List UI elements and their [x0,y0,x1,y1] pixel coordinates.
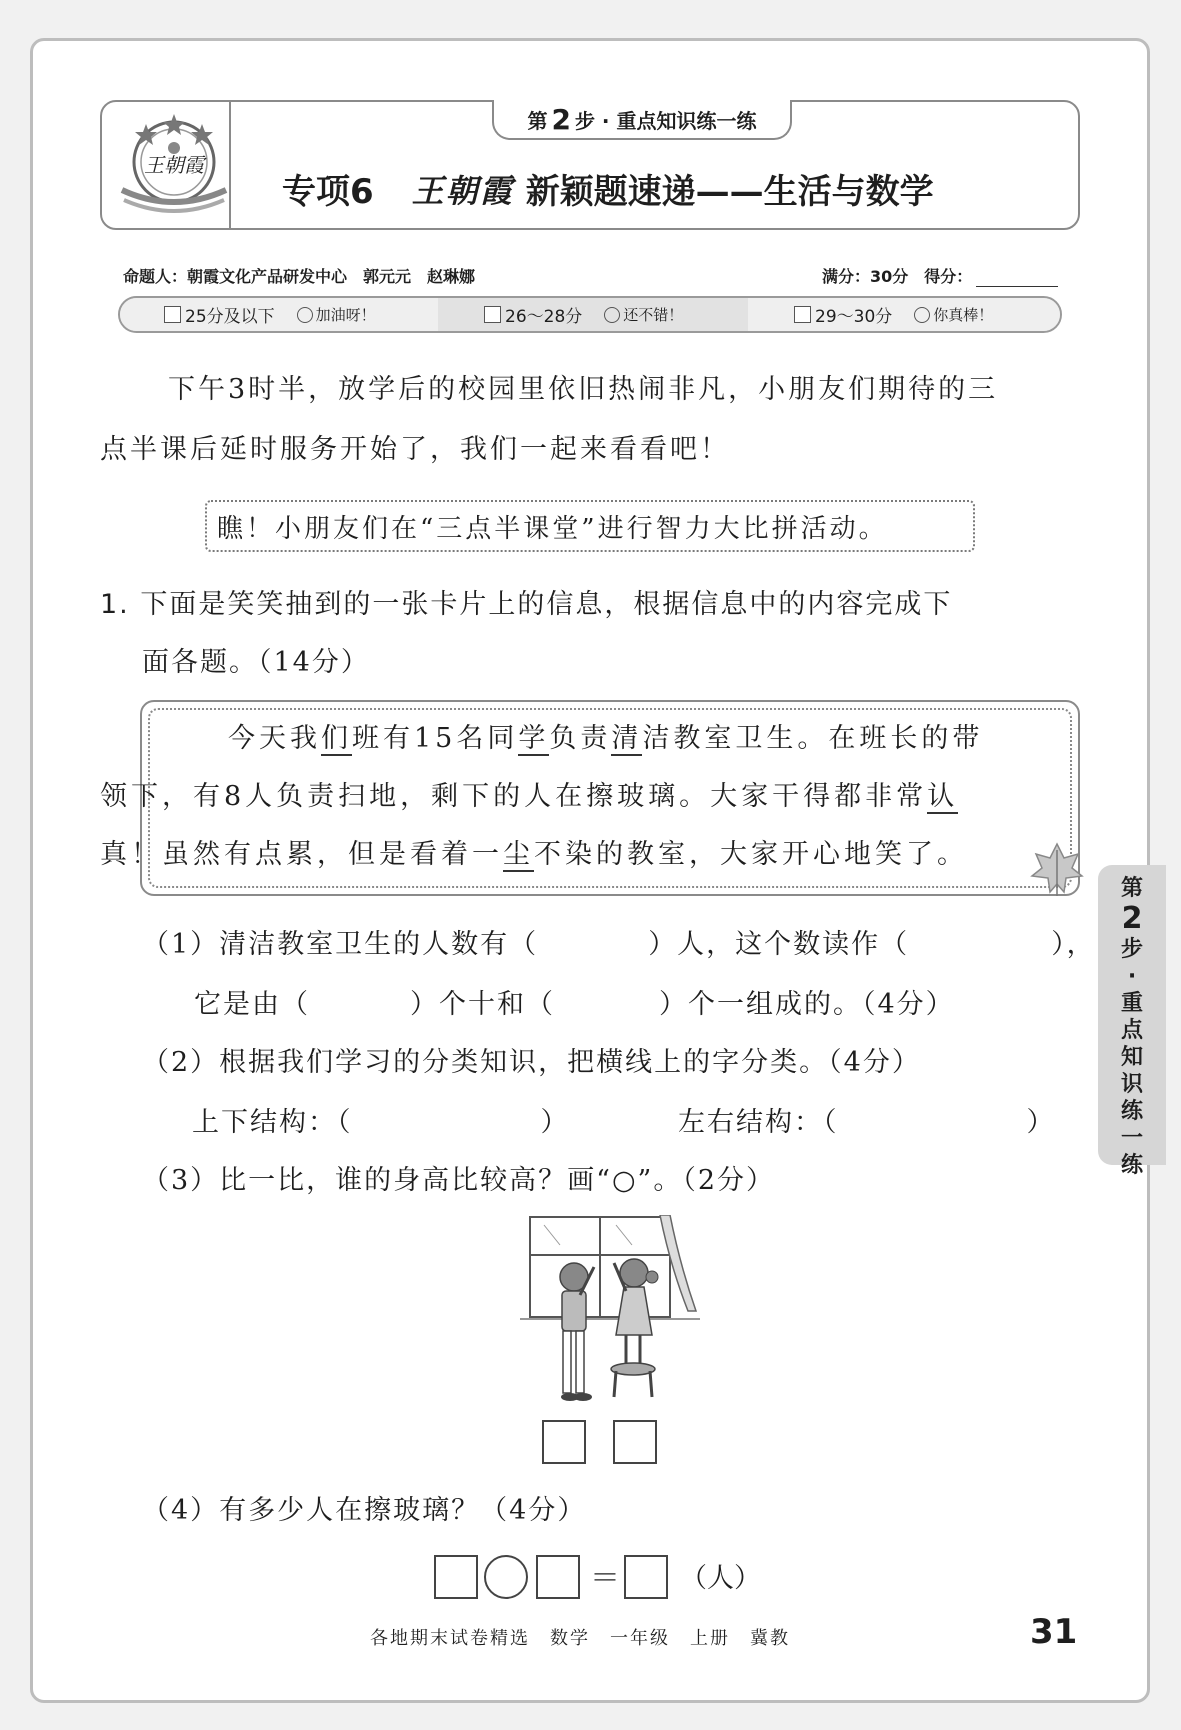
story-seg: 真！虽然有点累，但是看着一 [100,839,503,870]
story-text [100,710,1064,884]
header-box [100,100,1080,230]
sub-question-1-line-2 [194,982,955,1021]
checkbox[interactable] [794,306,811,323]
grade-range: 26～28分 [505,307,583,327]
underlined-char: 认 [927,781,959,812]
step-prefix: 第 [527,108,548,133]
smiley-icon [914,307,930,323]
equation-box-1[interactable] [434,1555,478,1599]
publisher-logo [116,110,232,220]
footer-text: 各地期末试卷精选 数学 一年级 上册 冀教 [370,1628,790,1649]
structure-close: ） [540,1107,570,1138]
sub-question-4: （4）有多少人在擦玻璃？（4分） [142,1495,587,1526]
title-main: 新颖题速递——生活与数学 [525,172,934,212]
score-line [822,264,1058,287]
structure-top-bottom [192,1100,570,1139]
title-brand: 王朝霞 [411,171,514,210]
height-answer-box-boy[interactable] [542,1420,586,1464]
grade-note: 加油呀！ [315,306,376,324]
story-seg: 领下，有8人负责扫地，剩下的人在擦玻璃。大家干得都非常 [100,781,928,812]
intro-line-1: 下午3时半，放学后的校园里依旧热闹非凡，小朋友们期待的三 [168,374,999,405]
step-tab [492,100,792,140]
sub1-text: ）个一组成的。（4分） [659,989,955,1020]
story-seg: 今天我 [228,723,321,754]
grade-range: 25分及以下 [185,307,275,327]
sub-question-1-line-1 [142,922,1096,961]
author-line: 命题人：朝霞文化产品研发中心 郭元元 赵琳娜 [123,267,476,286]
children-cleaning-window-illustration [520,1215,700,1415]
sub1-text: ）人，这个数读作（ [648,929,910,960]
step-suffix: 步 · 重点知识练一练 [574,108,757,133]
side-tab-text: 练 [1120,1099,1143,1124]
structure-close: ） [1026,1107,1056,1138]
sub-question-2: （2）根据我们学习的分类知识，把横线上的字分类。（4分） [142,1047,921,1078]
question-number: 1. [100,589,130,620]
grade-note: 你真棒！ [933,306,994,324]
sub1-text: 它是由（ [194,989,310,1020]
side-tab-text: 第 [1120,876,1143,901]
score-label: 得分： [924,267,973,286]
side-tab-text: · [1127,964,1137,989]
structure-left-right [678,1100,1056,1139]
sub1-text: ）个十和（ [410,989,555,1020]
score-blank[interactable] [976,286,1058,287]
sub1-text: ）， [1051,929,1096,960]
underlined-char: 学 [518,723,550,754]
leaf-icon [1030,840,1084,898]
story-card [100,700,1080,896]
side-tab-text: 一 [1120,1126,1143,1151]
underlined-char: 尘 [503,839,534,870]
story-seg: 负责 [549,723,612,754]
equation-box-2[interactable] [536,1555,580,1599]
grade-seg-2 [438,298,748,331]
callout-text: 瞧！小朋友们在“三点半课堂”进行智力大比拼活动。 [217,513,888,544]
story-seg: 洁教室卫生。在班长的带 [642,723,984,754]
equation-unit: （人） [680,1563,761,1594]
equals-sign: ＝ [590,1561,620,1596]
grade-bar [118,296,1062,333]
question-1-line-1 [100,582,952,621]
underlined-char: 们 [321,723,352,754]
side-tab-number: 2 [1121,901,1143,936]
equation-result-box[interactable] [624,1555,668,1599]
grade-seg-3 [748,298,1060,331]
side-tab-text: 重 [1120,991,1143,1016]
page-title [282,164,1062,213]
title-prefix: 专项6 [282,172,374,212]
question-text: 下面是笑笑抽到的一张卡片上的信息，根据信息中的内容完成下 [140,589,953,620]
question-1-line-2: 面各题。（14分） [142,647,370,678]
side-tab-text: 步 [1120,937,1143,962]
side-tab-text: 知 [1120,1045,1143,1070]
smiley-icon [604,307,620,323]
page-number: 31 [1030,1612,1078,1652]
checkbox[interactable] [484,306,501,323]
underlined-char: 清 [611,723,643,754]
smiley-icon [297,307,313,323]
story-seg: 不染的教室，大家开心地笑了。 [534,839,968,870]
height-answer-box-girl[interactable] [613,1420,657,1464]
side-section-tab [1098,865,1166,1178]
operator-circle[interactable] [484,1555,528,1599]
logo-text: 王朝霞 [144,153,204,177]
side-tab-text: 识 [1120,1072,1143,1097]
story-seg: 班有15名同 [352,723,519,754]
sub-question-3: （3）比一比，谁的身高比较高？画“○”。（2分） [142,1165,776,1196]
structure-label: 左右结构：（ [678,1107,839,1138]
step-number: 2 [551,102,571,136]
side-tab-text: 点 [1120,1018,1143,1043]
sub1-text: （1）清洁教室卫生的人数有（ [142,929,539,960]
callout-box [205,500,975,552]
grade-note: 还不错！ [623,306,684,324]
checkbox[interactable] [164,306,181,323]
grade-seg-1 [120,298,438,331]
grade-range: 29～30分 [815,307,893,327]
structure-label: 上下结构：（ [192,1107,353,1138]
intro-line-2: 点半课后延时服务开始了，我们一起来看看吧！ [100,434,730,465]
full-score: 满分：30分 [822,267,909,286]
header-divider [229,102,231,228]
side-tab-text: 练 [1120,1153,1143,1178]
